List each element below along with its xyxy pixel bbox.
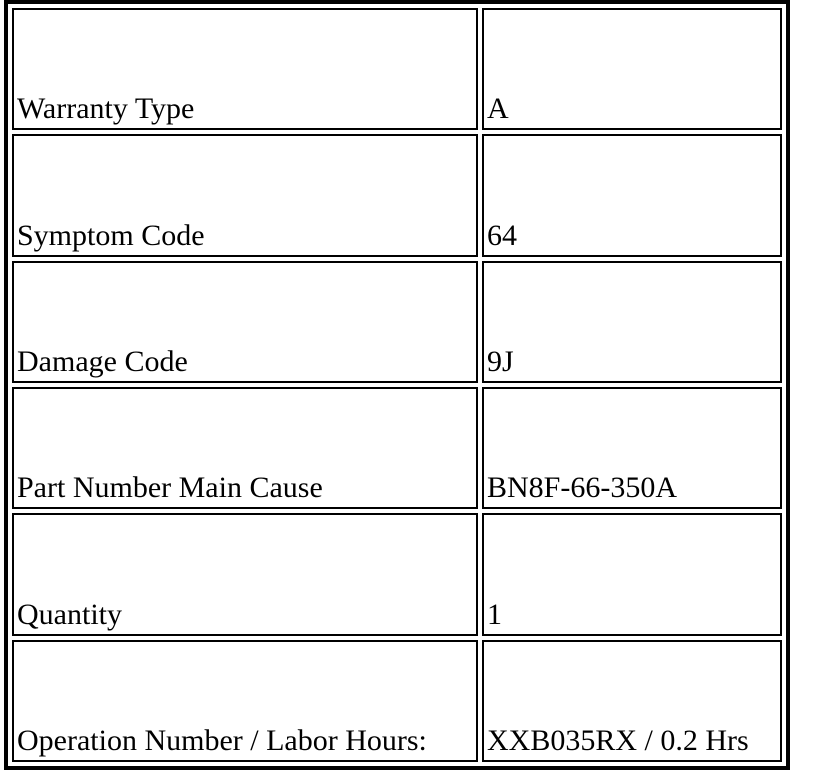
symptom-code-label: Symptom Code bbox=[17, 218, 205, 252]
damage-code-value-cell bbox=[482, 261, 782, 383]
warranty-type-value-cell bbox=[482, 8, 782, 130]
operation-number-label: Operation Number / Labor Hours: bbox=[17, 724, 427, 757]
damage-code-label-cell bbox=[12, 261, 478, 383]
part-number-value-cell bbox=[482, 387, 782, 509]
damage-code-value: 9J bbox=[487, 345, 514, 378]
warranty-type-value: A bbox=[487, 92, 509, 126]
quantity-value-cell bbox=[482, 513, 782, 635]
damage-code-label: Damage Code bbox=[17, 345, 188, 378]
part-number-value: BN8F-66-350A bbox=[487, 471, 678, 505]
operation-number-label-cell bbox=[12, 640, 478, 762]
quantity-label-cell bbox=[12, 513, 478, 635]
part-number-label-cell bbox=[12, 387, 478, 509]
warranty-type-label-cell bbox=[12, 8, 478, 130]
operation-number-value: XXB035RX / 0.2 Hrs bbox=[487, 724, 749, 757]
quantity-value: 1 bbox=[487, 597, 502, 631]
quantity-label: Quantity bbox=[17, 597, 122, 631]
symptom-code-label-cell bbox=[12, 134, 478, 256]
warranty-table bbox=[4, 0, 790, 770]
warranty-table-grid bbox=[12, 8, 782, 762]
symptom-code-value: 64 bbox=[487, 218, 517, 252]
operation-number-value-cell bbox=[482, 640, 782, 762]
symptom-code-value-cell bbox=[482, 134, 782, 256]
part-number-label: Part Number Main Cause bbox=[17, 471, 323, 505]
warranty-type-label: Warranty Type bbox=[17, 92, 195, 126]
